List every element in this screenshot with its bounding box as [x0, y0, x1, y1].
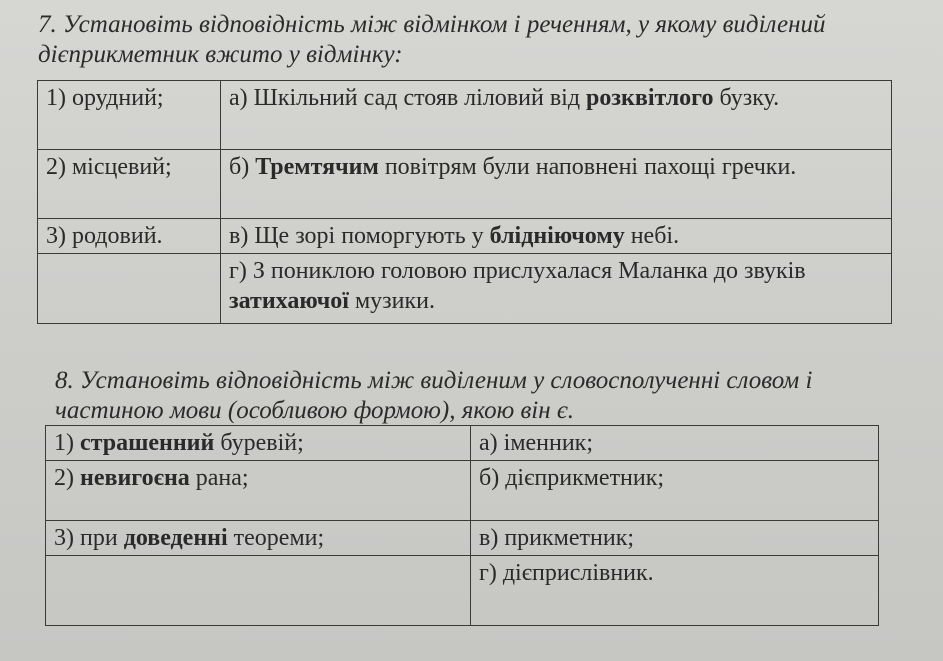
- task-7-table: [37, 80, 892, 324]
- task-8-table: [45, 425, 879, 626]
- case-cell: 3) родовий.: [38, 219, 221, 254]
- case-cell: 2) місцевий;: [38, 150, 221, 219]
- task-7-title: 7. Установіть відповідність між відмінком і реченням, у якому виділений дієприкметник вжито у відмінку:: [38, 11, 826, 68]
- table-row: [46, 426, 879, 461]
- table-row: [38, 150, 892, 219]
- phrase-cell: [46, 556, 471, 626]
- case-cell: [38, 254, 221, 324]
- sentence-cell: а) Шкільний сад стояв ліловий від розквітлого бузку.: [221, 81, 892, 150]
- table-row: [46, 556, 879, 626]
- sentence-cell: г) З пониклою головою прислухалася Маланка до звуків затихаючої музики.: [221, 254, 892, 324]
- phrase-cell: 3) при доведенні теореми;: [46, 521, 471, 556]
- phrase-cell: 2) невигоєна рана;: [46, 461, 471, 521]
- table-row: [38, 219, 892, 254]
- phrase-cell: 1) страшенний буревій;: [46, 426, 471, 461]
- table-row: [46, 521, 879, 556]
- table-row: [46, 461, 879, 521]
- task-8-title: 8. Установіть відповідність між виділеним у словосполученні словом і частиною мови (особливою формою), якою він є.: [55, 367, 813, 424]
- case-cell: 1) орудний;: [38, 81, 221, 150]
- part-of-speech-cell: г) дієприслівник.: [471, 556, 879, 626]
- part-of-speech-cell: в) прикметник;: [471, 521, 879, 556]
- part-of-speech-cell: б) дієприкметник;: [471, 461, 879, 521]
- part-of-speech-cell: а) іменник;: [471, 426, 879, 461]
- sentence-cell: б) Тремтячим повітрям були наповнені пахощі гречки.: [221, 150, 892, 219]
- table-row: [38, 81, 892, 150]
- sentence-cell: в) Ще зорі поморгують у бліднiючому небі.: [221, 219, 892, 254]
- table-row: [38, 254, 892, 324]
